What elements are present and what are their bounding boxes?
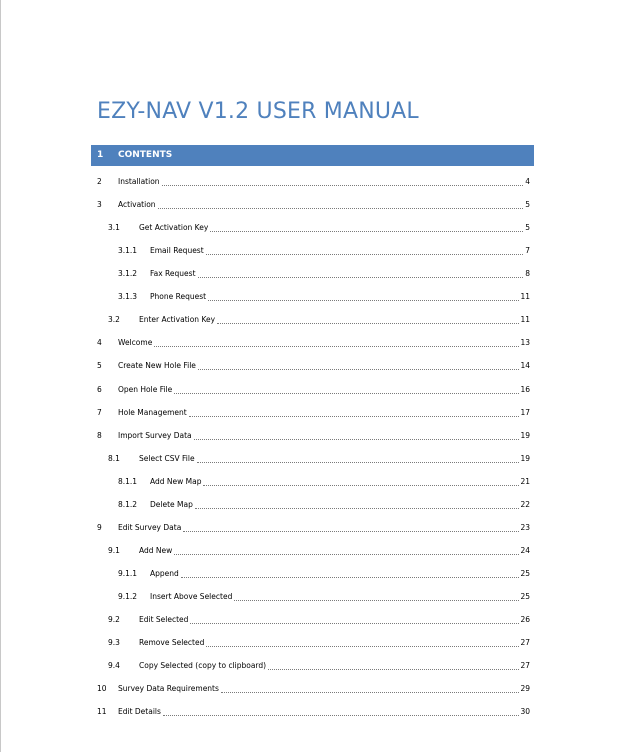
toc-dot-leader [189, 407, 519, 417]
toc-dot-leader [198, 268, 523, 278]
toc-dot-leader [181, 568, 519, 578]
toc-dot-leader [268, 660, 519, 670]
toc-entry-number: 11 [97, 707, 107, 717]
toc-entry[interactable] [1, 683, 622, 695]
toc-dot-leader [154, 337, 519, 347]
toc-entry-title[interactable]: Append [150, 568, 179, 578]
toc-dot-leader [206, 245, 523, 255]
toc-dot-leader [174, 545, 519, 555]
table-of-contents [1, 0, 622, 752]
toc-entry-title[interactable]: Welcome [118, 338, 153, 348]
toc-dot-leader [217, 314, 519, 324]
toc-entry-title[interactable]: Add New Map [150, 476, 202, 486]
toc-entry-page-number: 19 [520, 430, 530, 440]
toc-entry-title[interactable]: Add New [139, 545, 173, 555]
toc-entry-number: 7 [97, 407, 102, 417]
toc-entry-number: 3.1 [108, 223, 120, 233]
toc-dot-leader [163, 706, 519, 716]
toc-entry-page-number: 13 [520, 338, 530, 348]
toc-entry[interactable] [1, 591, 622, 603]
toc-entry-number: 8 [97, 430, 102, 440]
toc-entry-number: 2 [97, 177, 102, 186]
toc-dot-leader [183, 522, 519, 532]
toc-entry-title[interactable]: Open Hole File [118, 384, 173, 394]
toc-entry-number: 9.1.1 [118, 568, 138, 578]
toc-entry-title[interactable]: Enter Activation Key [139, 315, 216, 325]
toc-entry[interactable] [1, 268, 622, 280]
toc-entry-page-number: 23 [520, 522, 530, 532]
toc-entry-title[interactable]: Remove Selected [139, 638, 205, 647]
toc-entry[interactable] [1, 522, 622, 534]
toc-entry[interactable] [1, 360, 622, 372]
toc-dot-leader [206, 637, 519, 647]
toc-entry[interactable] [1, 499, 622, 511]
toc-entry-page-number: 5 [525, 200, 530, 210]
toc-entry-page-number: 30 [520, 707, 530, 717]
toc-entry-title[interactable]: Installation [118, 177, 160, 186]
toc-entry-page-number: 5 [525, 223, 530, 233]
toc-entry-page-number: 26 [520, 615, 530, 624]
toc-entry-number: 5 [97, 361, 102, 371]
toc-entry[interactable] [1, 291, 622, 303]
toc-entry-number: 9.1.2 [118, 591, 138, 601]
toc-entry[interactable] [1, 384, 622, 396]
toc-entry-title[interactable]: Get Activation Key [139, 223, 209, 233]
toc-entry-title[interactable]: Activation [118, 200, 156, 210]
toc-dot-leader [210, 222, 523, 232]
toc-entry[interactable] [1, 568, 622, 580]
toc-entry[interactable] [1, 176, 622, 188]
toc-entry-title[interactable]: Edit Survey Data [118, 522, 182, 532]
toc-entry-page-number: 24 [520, 545, 530, 555]
toc-dot-leader [162, 176, 523, 186]
toc-entry-page-number: 17 [520, 407, 530, 417]
toc-entry-title[interactable]: Survey Data Requirements [118, 684, 219, 694]
toc-entry-page-number: 8 [525, 269, 530, 279]
toc-entry[interactable] [1, 660, 622, 672]
toc-entry-title[interactable]: Delete Map [150, 499, 193, 509]
toc-entry[interactable] [1, 476, 622, 488]
toc-dot-leader [195, 499, 519, 509]
toc-entry-number: 3.2 [108, 315, 120, 325]
toc-entry-number: 8.1.2 [118, 499, 138, 509]
toc-entry-page-number: 14 [520, 361, 530, 371]
toc-entry-title[interactable]: Select CSV File [139, 453, 195, 463]
toc-entry[interactable] [1, 453, 622, 465]
toc-entry-page-number: 27 [520, 638, 530, 647]
toc-entry-title[interactable]: Create New Hole File [118, 361, 196, 371]
toc-entry-page-number: 27 [520, 661, 530, 670]
toc-entry-title[interactable]: Copy Selected (copy to clipboard) [139, 661, 267, 670]
toc-entry-title[interactable]: Fax Request [150, 269, 196, 279]
toc-entry-number: 3 [97, 200, 102, 210]
toc-entry-number: 9.4 [108, 661, 120, 670]
toc-entry-title[interactable]: Hole Management [118, 407, 187, 417]
toc-entry-page-number: 29 [520, 684, 530, 694]
toc-dot-leader [197, 453, 519, 463]
toc-entry-number: 4 [97, 338, 102, 348]
toc-entry-page-number: 19 [520, 453, 530, 463]
toc-entry-title[interactable]: Import Survey Data [118, 430, 192, 440]
toc-entry-title[interactable]: Insert Above Selected [150, 591, 233, 601]
toc-entry-number: 10 [97, 684, 107, 694]
toc-dot-leader [190, 614, 519, 624]
toc-entry[interactable] [1, 545, 622, 557]
toc-dot-leader [158, 199, 523, 209]
toc-entry[interactable] [1, 407, 622, 419]
contents-heading-number: 1 [97, 150, 104, 160]
toc-entry-number: 3.1.2 [118, 269, 138, 279]
toc-entry-page-number: 11 [520, 292, 530, 302]
toc-entry-number: 6 [97, 384, 102, 394]
toc-entry-title[interactable]: Edit Selected [139, 615, 189, 624]
toc-entry[interactable] [1, 314, 622, 326]
toc-entry[interactable] [1, 430, 622, 442]
toc-entry-page-number: 4 [525, 177, 530, 186]
toc-dot-leader [208, 291, 519, 301]
toc-entry-number: 8.1.1 [118, 476, 138, 486]
toc-entry[interactable] [1, 199, 622, 211]
contents-heading-label: CONTENTS [118, 150, 173, 160]
toc-entry-number: 3.1.1 [118, 246, 138, 256]
toc-entry-title[interactable]: Phone Request [150, 292, 207, 302]
toc-entry-number: 9.2 [108, 615, 120, 624]
toc-dot-leader [221, 683, 519, 693]
toc-dot-leader [174, 384, 519, 394]
toc-entry[interactable] [1, 337, 622, 349]
toc-entry[interactable] [1, 614, 622, 626]
toc-entry-page-number: 16 [520, 384, 530, 394]
toc-entry-number: 3.1.3 [118, 292, 138, 302]
toc-entry-page-number: 25 [520, 591, 530, 601]
toc-entry[interactable] [1, 222, 622, 234]
toc-entry[interactable] [1, 245, 622, 257]
toc-entry-number: 9.3 [108, 638, 120, 647]
toc-entry-page-number: 7 [525, 246, 530, 256]
toc-entry-title[interactable]: Email Request [150, 246, 204, 256]
toc-entry-page-number: 11 [520, 315, 530, 325]
toc-entry-page-number: 22 [520, 499, 530, 509]
toc-dot-leader [203, 476, 519, 486]
toc-entry-number: 8.1 [108, 453, 120, 463]
toc-entry-number: 9 [97, 522, 102, 532]
toc-entry-page-number: 21 [520, 476, 530, 486]
toc-dot-leader [198, 360, 519, 370]
toc-entry[interactable] [1, 637, 622, 649]
toc-entry-page-number: 25 [520, 568, 530, 578]
document-title: EZY-NAV V1.2 USER MANUAL [97, 99, 419, 124]
toc-entry[interactable] [1, 706, 622, 718]
toc-entry-title[interactable]: Edit Details [118, 707, 161, 717]
toc-dot-leader [194, 430, 519, 440]
toc-dot-leader [234, 591, 519, 601]
toc-entry-number: 9.1 [108, 545, 120, 555]
